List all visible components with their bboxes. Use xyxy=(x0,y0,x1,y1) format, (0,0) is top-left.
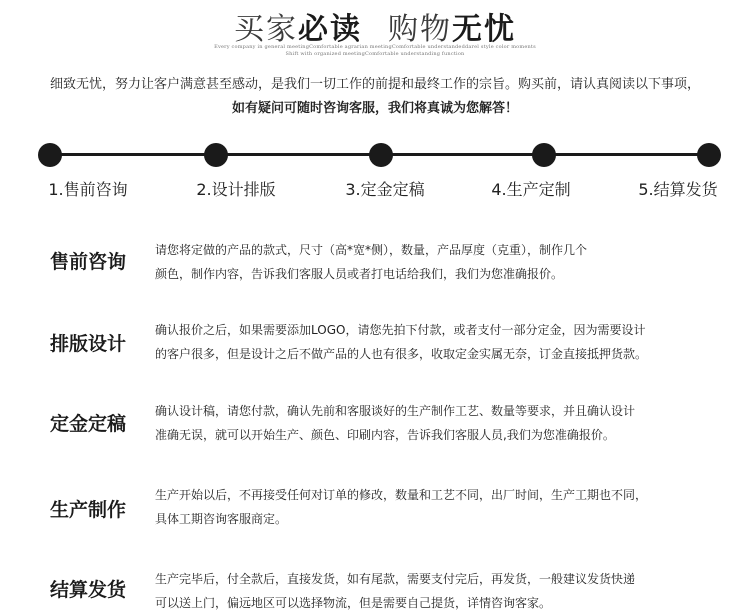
timeline-step-3: 3.定金定稿 xyxy=(345,180,425,199)
timeline-step-5: 5.结算发货 xyxy=(638,180,718,199)
title-part2-light: 购物 xyxy=(388,12,452,47)
tagline-line2: Shift with organized meetingComfortable understanding function xyxy=(285,51,465,57)
page-header xyxy=(0,0,750,60)
page-title xyxy=(0,4,750,48)
title-part2-bold: 无忧 xyxy=(452,12,516,47)
section-line: 生产完毕后，付全款后，直接发货，如有尾款，需要支付完后，再发货，一般建议发货快递 xyxy=(155,572,636,586)
title-part1-light: 买家 xyxy=(234,12,298,47)
timeline-dot-1 xyxy=(38,143,62,167)
intro-line1: 细致无忧，努力让客户满意甚至感动，是我们一切工作的前提和最终工作的宗旨。购买前，请认真阅读以下事项， xyxy=(49,77,700,92)
section-body xyxy=(155,483,740,531)
section-settlement-shipping xyxy=(0,567,750,614)
section-title: 生产制作 xyxy=(50,499,127,521)
section-title: 定金定稿 xyxy=(50,413,127,435)
section-line: 的客户很多，但是设计之后不做产品的人也有很多，收取定金实属无奈，订金直接抵押货款。 xyxy=(155,347,648,361)
section-title: 排版设计 xyxy=(50,333,127,355)
section-line: 确认设计稿，请您付款，确认先前和客服谈好的生产制作工艺、数量等要求，并且确认设计 xyxy=(155,404,636,418)
title-part1-bold: 必读 xyxy=(298,12,362,47)
section-title: 结算发货 xyxy=(50,579,127,601)
intro-line2: 如有疑问可随时咨询客服，我们将真诚为您解答！ xyxy=(231,101,518,116)
timeline-dot-2 xyxy=(204,143,228,167)
section-line: 具体工期咨询客服商定。 xyxy=(155,512,288,526)
section-line: 可以送上门，偏远地区可以选择物流，但是需要自己提货，详情咨询客家。 xyxy=(155,596,552,610)
section-production xyxy=(0,483,750,553)
section-line: 请您将定做的产品的款式，尺寸（高*宽*侧），数量，产品厚度（克重），制作几个 xyxy=(155,243,588,257)
section-layout-design xyxy=(0,318,750,388)
timeline-dot-4 xyxy=(532,143,556,167)
section-line: 准确无误，就可以开始生产、颜色、印刷内容，告诉我们客服人员,我们为您准确报价。 xyxy=(155,428,615,442)
timeline-step-4: 4.生产定制 xyxy=(491,180,571,199)
section-line: 颜色，制作内容，告诉我们客服人员或者打电话给我们，我们为您准确报价。 xyxy=(155,267,564,281)
section-deposit-proof xyxy=(0,399,750,469)
section-title: 售前咨询 xyxy=(50,251,127,273)
process-timeline xyxy=(0,140,750,210)
timeline-step-1: 1.售前咨询 xyxy=(48,180,128,199)
timeline-dot-3 xyxy=(369,143,393,167)
section-body xyxy=(155,238,740,286)
section-presales xyxy=(0,238,750,308)
section-line: 生产开始以后，不再接受任何对订单的修改，数量和工艺不同，出厂时间，生产工期也不同， xyxy=(155,488,648,502)
section-body xyxy=(155,318,740,366)
section-line: 确认报价之后，如果需要添加LOGO，请您先拍下付款，或者支付一部分定金，因为需要设计 xyxy=(155,323,646,337)
section-body xyxy=(155,399,740,447)
timeline-step-2: 2.设计排版 xyxy=(196,180,276,199)
timeline-dot-5 xyxy=(697,143,721,167)
tagline-line1: Every company in general meetingComfortable agrarian meetingComfortable understandeddarel style color moments xyxy=(214,44,536,50)
section-body xyxy=(155,567,740,614)
